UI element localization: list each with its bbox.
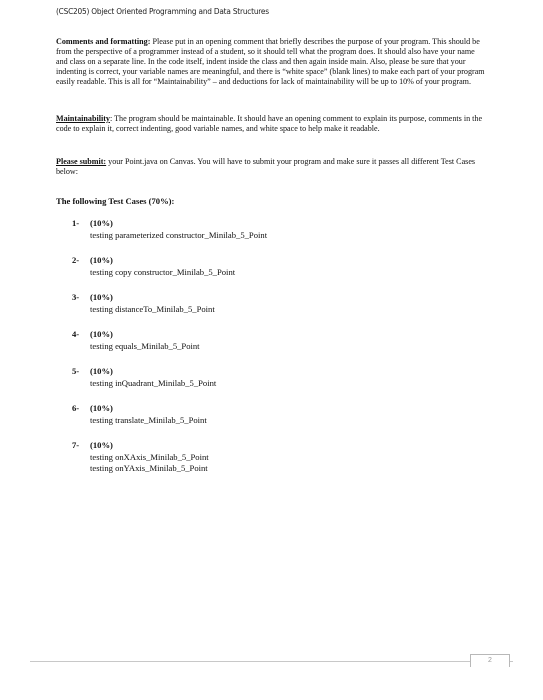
test-cases-heading: The following Test Cases (70%): — [56, 196, 175, 206]
test-case-description: testing translate_Minilab_5_Point — [90, 415, 207, 425]
test-case-weight: (10%) — [90, 366, 113, 376]
test-case-weight: (10%) — [90, 255, 113, 265]
test-case-weight: (10%) — [90, 292, 113, 302]
course-header: (CSC205) Object Oriented Programming and Data Structures — [56, 6, 269, 16]
submit-paragraph — [56, 157, 486, 177]
test-case-description: testing copy constructor_Minilab_5_Point — [90, 267, 236, 277]
test-case-description: testing parameterized constructor_Minilab_5_Point — [90, 230, 268, 240]
test-case-weight: (10%) — [90, 440, 113, 450]
submit-text: your Point.java on Canvas. You will have to submit your program and make sure it passes all different Test Cases below: — [56, 157, 476, 176]
maintainability-text: : The program should be maintainable. It should have an opening comment to explain its purpose, comments in the code to explain it, correct indenting, good variable names, and white space to help make it readable. — [56, 114, 483, 133]
submit-heading: Please submit: — [56, 157, 107, 166]
test-case-number: 6- — [72, 403, 80, 413]
maintainability-heading: Maintainability — [56, 114, 110, 123]
test-case-description: testing equals_Minilab_5_Point — [90, 341, 200, 351]
test-case-weight: (10%) — [90, 403, 113, 413]
test-case-number: 4- — [72, 329, 80, 339]
test-case-weight: (10%) — [90, 329, 113, 339]
test-case-weight: (10%) — [90, 218, 113, 228]
test-case-number: 3- — [72, 292, 80, 302]
page-number: 2 — [488, 657, 492, 664]
test-case-description: testing distanceTo_Minilab_5_Point — [90, 304, 215, 314]
comments-heading: Comments and formatting: — [56, 37, 151, 46]
test-case-description: testing onXAxis_Minilab_5_Point — [90, 452, 209, 462]
footer-divider — [30, 661, 513, 662]
test-case-description: testing inQuadrant_Minilab_5_Point — [90, 378, 217, 388]
comments-paragraph — [56, 37, 486, 87]
test-case-number: 1- — [72, 218, 80, 228]
maintainability-paragraph — [56, 114, 486, 134]
test-case-description: testing onYAxis_Minilab_5_Point — [90, 463, 208, 473]
test-case-number: 5- — [72, 366, 80, 376]
comments-text: Please put in an opening comment that briefly describes the purpose of your program. This should be from the perspective of a programmer instead of a student, so it should tell what the program does. It should also have your name and class on a separate line. In the code itself, indent inside the class and then again inside main. Also, please be sure that your indenting is correct, your variable names are meaningful, and there is “white space” (blank lines) to make each part of your program easily readable. This is all for “Maintainability” – and deductions for lack of maintainability will be up to 10% of your program. — [56, 37, 485, 86]
test-case-number: 7- — [72, 440, 80, 450]
test-case-number: 2- — [72, 255, 80, 265]
page-number-tab — [470, 654, 510, 667]
